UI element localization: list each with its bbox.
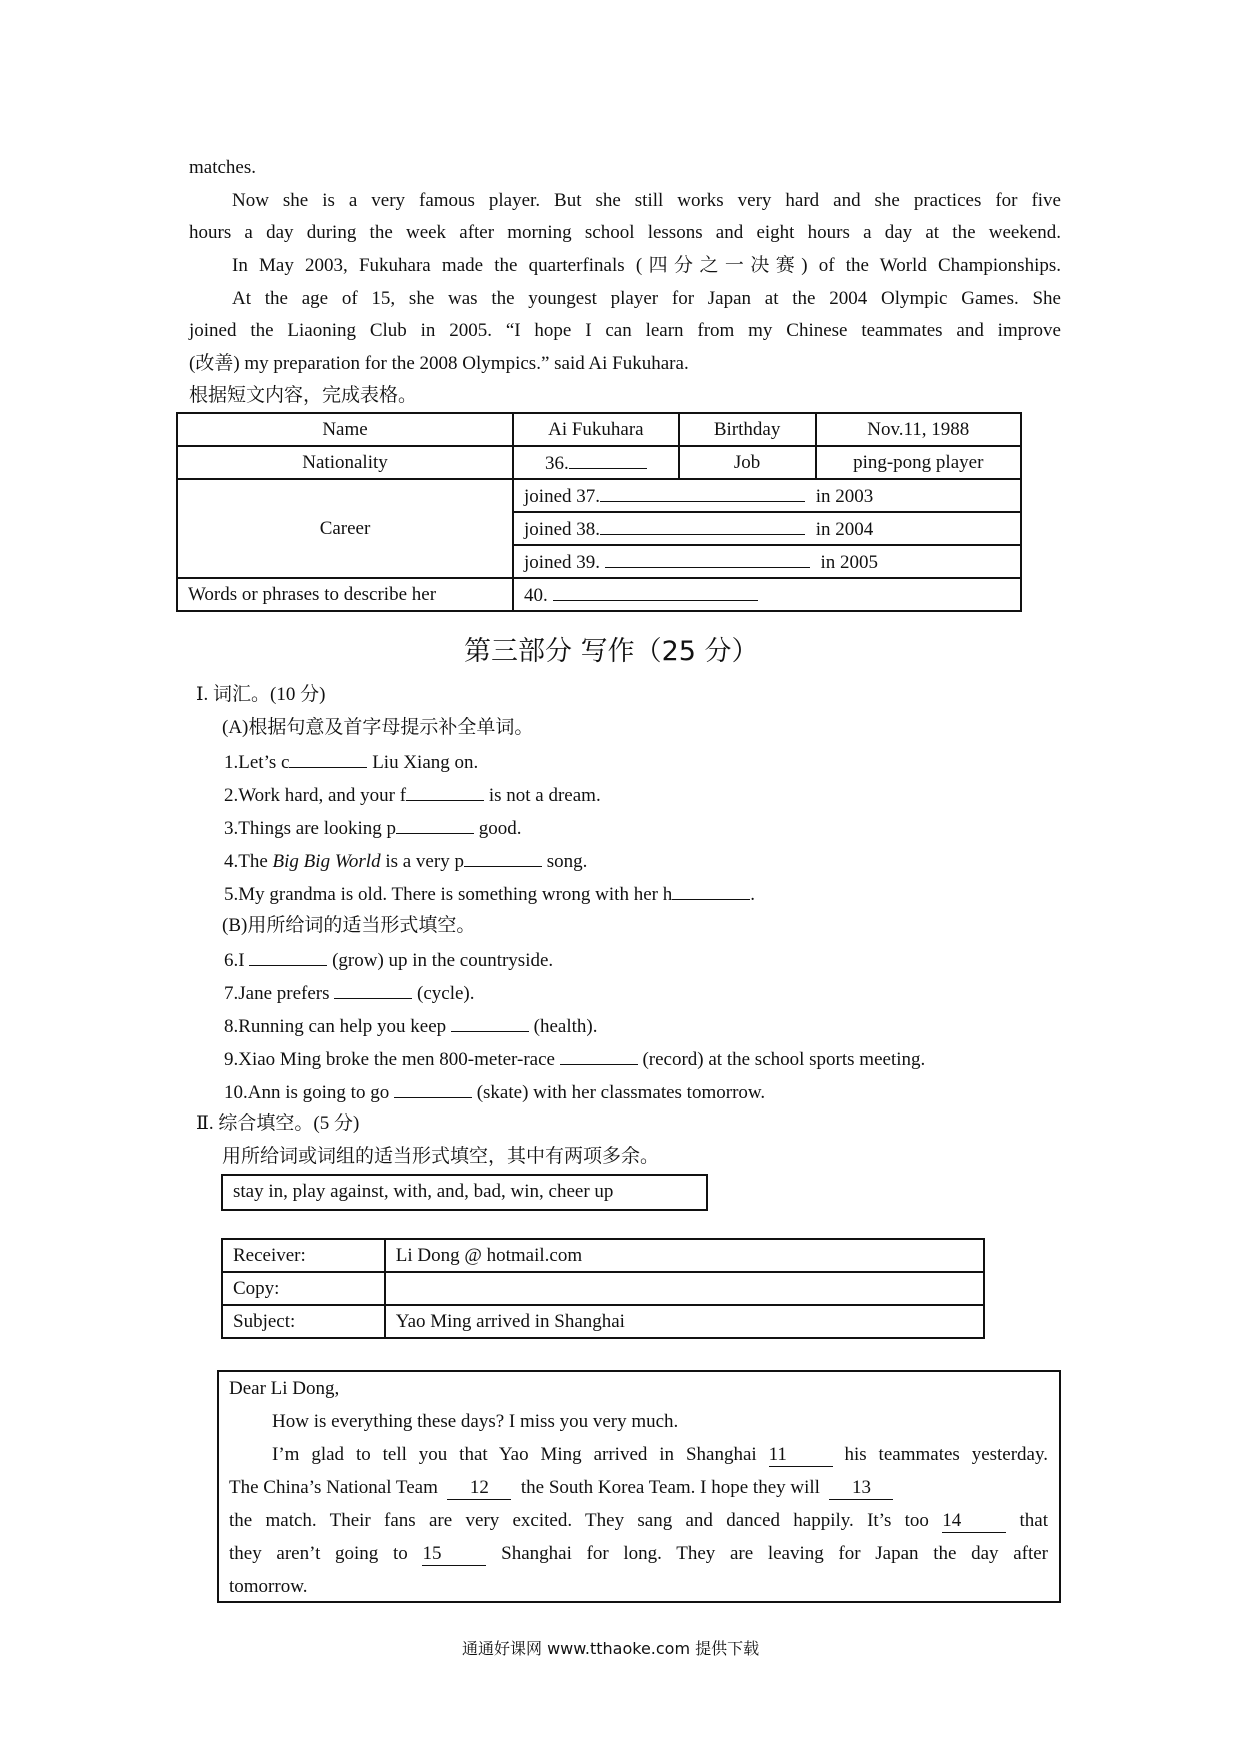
- question-1: [224, 749, 478, 775]
- blank-39-label: joined 39.: [524, 551, 601, 573]
- question-10-text: 10.Ann is going to go: [224, 1082, 390, 1103]
- question-3: [224, 815, 522, 841]
- career-row-1: [513, 479, 1021, 512]
- word-box-text: stay in, play against, with, and, bad, win, cheer up: [233, 1181, 614, 1202]
- word-box: [221, 1174, 708, 1211]
- passage-line-2: Now she is a very famous player. But she still works very hard and she practices for five: [232, 190, 1061, 211]
- letter-line-4-tail: that: [1019, 1510, 1049, 1531]
- table-instruction: 根据短文内容，完成表格。: [189, 385, 418, 406]
- blank-36-label: 36.: [544, 452, 569, 474]
- letter-line-4-text: the match. Their fans are very excited. They sang and danced happily. It’s too: [229, 1510, 929, 1531]
- letter-greeting: Dear Li Dong,: [229, 1378, 340, 1399]
- blank-q10[interactable]: [394, 1079, 472, 1098]
- question-3-tail: good.: [478, 818, 522, 839]
- letter-line-5-tail: Shanghai for long. They are leaving for Japan the day after: [501, 1543, 1048, 1564]
- question-4-mid: is a very p: [380, 851, 464, 872]
- birthday-label: Birthday: [679, 413, 816, 446]
- vocab-title: Ⅰ. 词汇。(10 分): [196, 684, 326, 705]
- job-label: Job: [679, 446, 816, 479]
- question-10: [224, 1079, 765, 1105]
- question-6-tail: (grow) up in the countryside.: [332, 950, 554, 971]
- question-3-text: 3.Things are looking p: [224, 818, 397, 839]
- blank-q2[interactable]: [406, 782, 484, 801]
- question-2: [224, 782, 601, 808]
- question-2-text: 2.Work hard, and your f: [224, 785, 407, 806]
- job-value: ping-pong player: [816, 446, 1022, 479]
- question-9-tail: (record) at the school sports meeting.: [642, 1049, 926, 1070]
- letter-line-2: [272, 1443, 1048, 1467]
- question-4-text: 4.The: [224, 851, 273, 872]
- passage-line-5: At the age of 15, she was the youngest player for Japan at the 2004 Olympic Games. She: [232, 288, 1061, 309]
- letter-line-2-text: I’m glad to tell you that Yao Ming arrived in Shanghai: [272, 1444, 757, 1465]
- question-2-tail: is not a dream.: [488, 785, 601, 806]
- subject-label: Subject:: [222, 1305, 385, 1338]
- letter-line-3: [229, 1476, 893, 1500]
- letter-line-3-mid: the South Korea Team. I hope they will: [520, 1477, 820, 1498]
- question-10-tail: (skate) with her classmates tomorrow.: [476, 1082, 766, 1103]
- table-row: [222, 1272, 984, 1305]
- table-row: [177, 578, 1021, 611]
- vocab-a-title: (A)根据句意及首字母提示补全单词。: [222, 717, 534, 738]
- question-6: [224, 947, 553, 973]
- blank-q4[interactable]: [464, 848, 542, 867]
- career-year-1: in 2003: [815, 485, 874, 507]
- question-8: [224, 1013, 597, 1039]
- blank-12[interactable]: 12: [447, 1477, 511, 1500]
- blank-q1[interactable]: [289, 749, 367, 768]
- name-label: Name: [177, 413, 513, 446]
- blank-36[interactable]: [569, 450, 647, 469]
- question-4: [224, 848, 587, 874]
- passage-line-3: hours a day during the week after morning school lessons and eight hours a day at the weekend.: [189, 222, 1061, 243]
- subject-value: Yao Ming arrived in Shanghai: [385, 1305, 984, 1338]
- blank-15[interactable]: 15: [422, 1543, 486, 1566]
- blank-39[interactable]: [605, 549, 810, 568]
- blank-13[interactable]: 13: [829, 1477, 893, 1500]
- question-1-tail: Liu Xiang on.: [372, 752, 479, 773]
- question-7: [224, 980, 475, 1006]
- letter-line-1: How is everything these days? I miss you very much.: [272, 1411, 679, 1432]
- letter-line-3-text: The China’s National Team: [229, 1477, 438, 1498]
- blank-37-label: joined 37.: [524, 485, 601, 507]
- table-row: [177, 479, 1021, 512]
- question-8-text: 8.Running can help you keep: [224, 1016, 447, 1037]
- blank-40[interactable]: [553, 582, 758, 601]
- blank-q5[interactable]: [672, 881, 750, 900]
- table-row: [177, 413, 1021, 446]
- question-5: [224, 881, 755, 907]
- career-row-2: [513, 512, 1021, 545]
- blank-q9[interactable]: [560, 1046, 638, 1065]
- letter-line-2-tail: his teammates yesterday.: [844, 1444, 1049, 1465]
- question-7-text: 7.Jane prefers: [224, 983, 330, 1004]
- career-year-3: in 2005: [820, 551, 879, 573]
- info-table: [176, 412, 1022, 612]
- career-label: Career: [177, 479, 513, 578]
- cloze-instruction: 用所给词或词组的适当形式填空，其中有两项多余。: [222, 1146, 660, 1167]
- section-title: 第三部分 写作（25 分）: [464, 636, 759, 667]
- cloze-title: Ⅱ. 综合填空。(5 分): [196, 1113, 360, 1134]
- copy-value: [385, 1272, 984, 1305]
- blank-37[interactable]: [600, 483, 805, 502]
- question-7-tail: (cycle).: [417, 983, 475, 1004]
- passage-line-6: joined the Liaoning Club in 2005. “I hope I can learn from my Chinese teammates and improve: [189, 320, 1061, 341]
- letter-line-4: [229, 1509, 1048, 1533]
- nationality-cell: [513, 446, 679, 479]
- career-row-3: [513, 545, 1021, 578]
- question-6-text: 6.I: [224, 950, 245, 971]
- question-9-text: 9.Xiao Ming broke the men 800-meter-race: [224, 1049, 555, 1070]
- question-4-tail: song.: [546, 851, 588, 872]
- letter-line-6: tomorrow.: [229, 1576, 308, 1597]
- table-row: [177, 446, 1021, 479]
- blank-38-label: joined 38.: [524, 518, 601, 540]
- song-title: Big Big World: [272, 851, 381, 872]
- question-1-text: 1.Let’s c: [224, 752, 290, 773]
- blank-14[interactable]: 14: [942, 1510, 1006, 1533]
- receiver-label: Receiver:: [222, 1239, 385, 1272]
- nationality-label: Nationality: [177, 446, 513, 479]
- email-header-table: [221, 1238, 985, 1339]
- letter-line-5-text: they aren’t going to: [229, 1543, 408, 1564]
- question-5-text: 5.My grandma is old. There is something wrong with her h: [224, 884, 673, 905]
- copy-label: Copy:: [222, 1272, 385, 1305]
- birthday-value: Nov.11, 1988: [816, 413, 1022, 446]
- vocab-b-title: (B)用所给词的适当形式填空。: [222, 915, 476, 936]
- question-8-tail: (health).: [533, 1016, 598, 1037]
- words-cell: [513, 578, 1021, 611]
- letter-line-5: [229, 1542, 1048, 1566]
- blank-q6[interactable]: [249, 947, 327, 966]
- blank-q7[interactable]: [334, 980, 412, 999]
- blank-38[interactable]: [600, 516, 805, 535]
- passage-line-4: In May 2003, Fukuhara made the quarterfinals (四分之一决赛) of the World Championships.: [232, 255, 1061, 276]
- words-label: Words or phrases to describe her: [177, 578, 513, 611]
- blank-q3[interactable]: [396, 815, 474, 834]
- table-row: [222, 1305, 984, 1338]
- career-year-2: in 2004: [815, 518, 874, 540]
- passage-line-7: (改善) my preparation for the 2008 Olympics.” said Ai Fukuhara.: [189, 353, 689, 374]
- table-row: [222, 1239, 984, 1272]
- blank-40-label: 40.: [524, 584, 548, 606]
- blank-11[interactable]: 11: [769, 1444, 833, 1467]
- question-5-tail: .: [750, 884, 755, 905]
- question-9: [224, 1046, 925, 1072]
- blank-q8[interactable]: [451, 1013, 529, 1032]
- receiver-value: Li Dong @ hotmail.com: [385, 1239, 984, 1272]
- page-footer: 通通好课网 www.tthaoke.com 提供下载: [462, 1639, 760, 1658]
- passage-line-1: matches.: [189, 157, 257, 178]
- name-value: Ai Fukuhara: [513, 413, 679, 446]
